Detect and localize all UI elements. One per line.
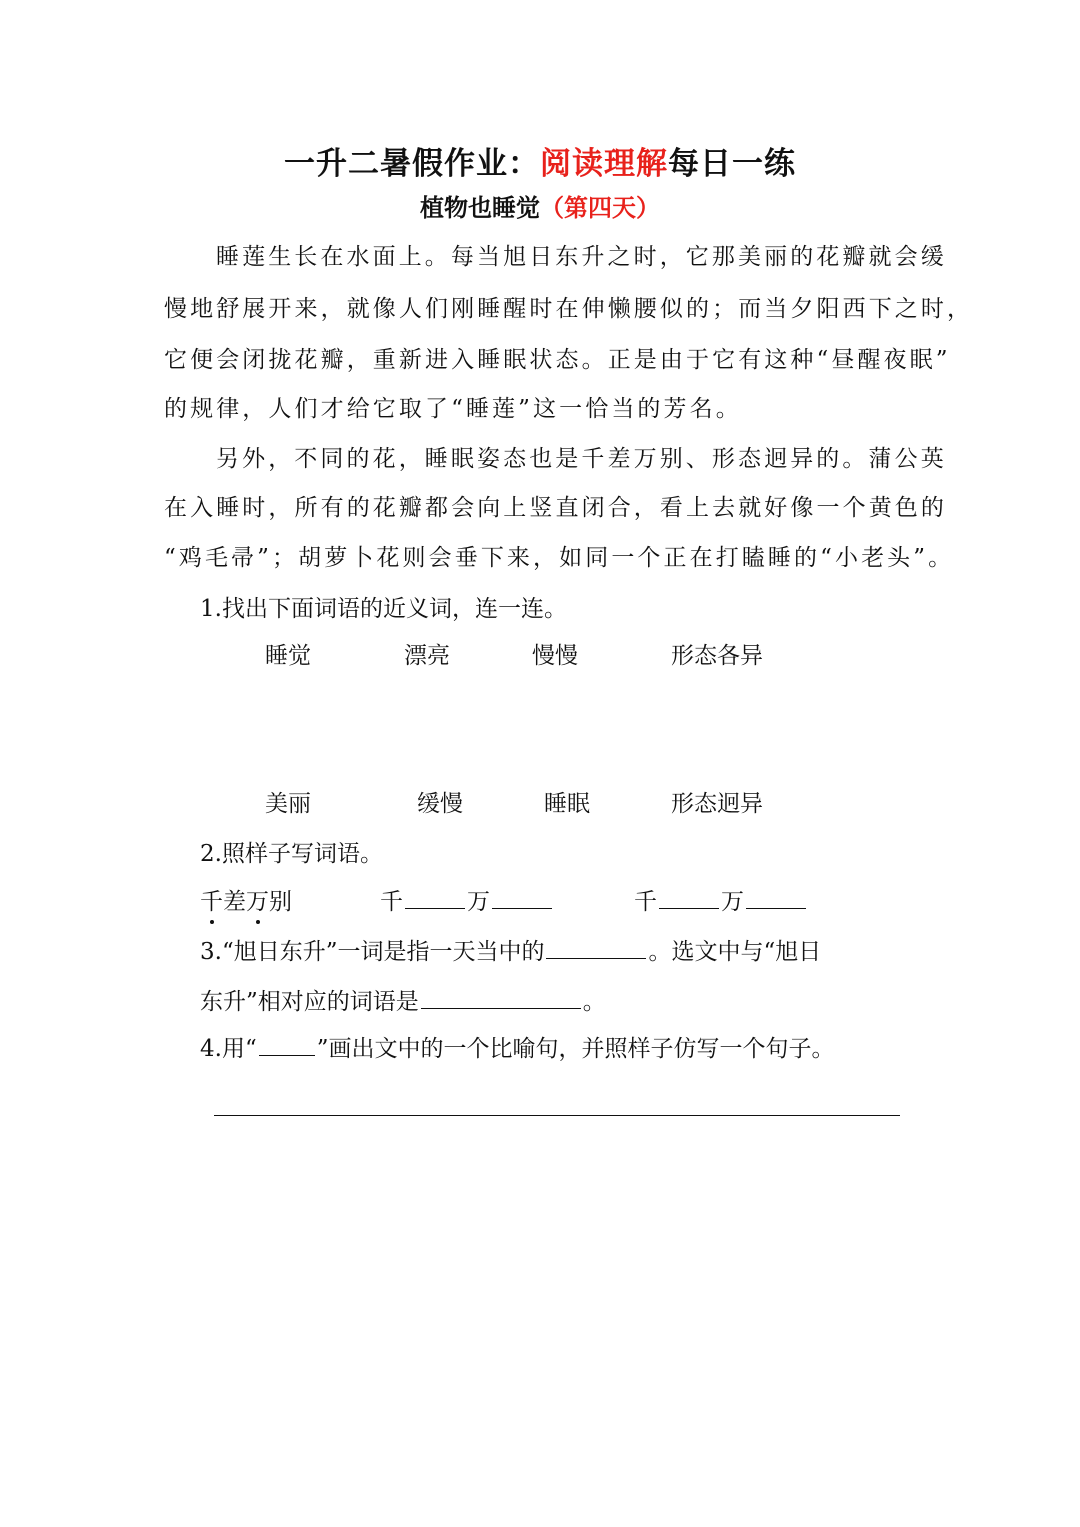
title-highlight: 阅读理解 <box>540 146 668 182</box>
fill-pattern-2 <box>634 883 808 916</box>
question-2-prompt: 2.照样子写词语。 <box>200 841 383 867</box>
pattern-char: 千 <box>634 889 657 915</box>
fill-blank[interactable] <box>405 886 465 909</box>
question-3-text: 。 <box>582 989 606 1015</box>
passage-line: 的规律，人们才给它取了“睡莲”这一恰当的芳名。 <box>164 396 742 422</box>
example-char-dotted: 千 <box>200 883 223 916</box>
fill-pattern-1 <box>380 883 554 916</box>
question-3-line-1 <box>200 933 821 966</box>
pattern-char: 万 <box>467 889 490 915</box>
pattern-char: 万 <box>721 889 744 915</box>
question-1-prompt: 1.找出下面词语的近义词，连一连。 <box>200 596 567 622</box>
passage-line: “鸡毛帚”；胡萝卜花则会垂下来，如同一个正在打瞌睡的“小老头”。 <box>164 545 955 571</box>
example-char: 差 <box>223 889 246 915</box>
question-3-line-2 <box>200 983 606 1016</box>
title-part1: 一升二暑假作业： <box>284 146 540 182</box>
example-char-dotted: 万 <box>246 883 269 916</box>
passage-line: 另外，不同的花，睡眠姿态也是千差万别、形态迥异的。蒲公英 <box>216 446 947 472</box>
question-3-text: 。选文中与“旭日 <box>648 939 822 965</box>
underline-sample <box>259 1033 315 1056</box>
match-word-bottom[interactable]: 形态迥异 <box>671 791 763 817</box>
match-word-top[interactable]: 形态各异 <box>671 643 763 669</box>
passage-line: 睡莲生长在水面上。每当旭日东升之时，它那美丽的花瓣就会缓 <box>216 244 947 270</box>
fill-blank[interactable] <box>421 986 581 1009</box>
passage-title-main: 植物也睡觉 <box>420 193 540 222</box>
title-part3: 每日一练 <box>668 146 796 182</box>
question-3-text: 东升”相对应的词语是 <box>200 989 419 1015</box>
day-label: （第四天） <box>540 193 660 222</box>
passage-line: 它便会闭拢花瓣，重新进入睡眠状态。正是由于它有这种“昼醒夜眠” <box>164 347 951 373</box>
match-word-top[interactable]: 慢慢 <box>532 643 578 669</box>
example-word <box>200 883 292 916</box>
answer-line[interactable] <box>214 1115 900 1116</box>
fill-blank[interactable] <box>746 886 806 909</box>
example-char: 别 <box>269 889 292 915</box>
fill-blank[interactable] <box>659 886 719 909</box>
question-4-text: 4.用“ <box>200 1036 257 1062</box>
page-title <box>0 138 1080 183</box>
question-4-prompt <box>200 1030 834 1063</box>
pattern-char: 千 <box>380 889 403 915</box>
passage-line: 在入睡时，所有的花瓣都会向上竖直闭合，看上去就好像一个黄色的 <box>164 495 947 521</box>
match-word-bottom[interactable]: 美丽 <box>265 791 311 817</box>
fill-blank[interactable] <box>546 936 646 959</box>
question-4-text: ”画出文中的一个比喻句，并照样子仿写一个句子。 <box>316 1036 835 1062</box>
match-word-bottom[interactable]: 睡眠 <box>544 791 590 817</box>
match-word-top[interactable]: 睡觉 <box>265 643 311 669</box>
match-word-top[interactable]: 漂亮 <box>404 643 450 669</box>
passage-line: 慢地舒展开来，就像人们刚睡醒时在伸懒腰似的；而当夕阳西下之时， <box>164 296 974 322</box>
match-word-bottom[interactable]: 缓慢 <box>417 791 463 817</box>
passage-title <box>0 188 1080 223</box>
fill-blank[interactable] <box>492 886 552 909</box>
question-3-text: 3.“旭日东升”一词是指一天当中的 <box>200 939 545 965</box>
